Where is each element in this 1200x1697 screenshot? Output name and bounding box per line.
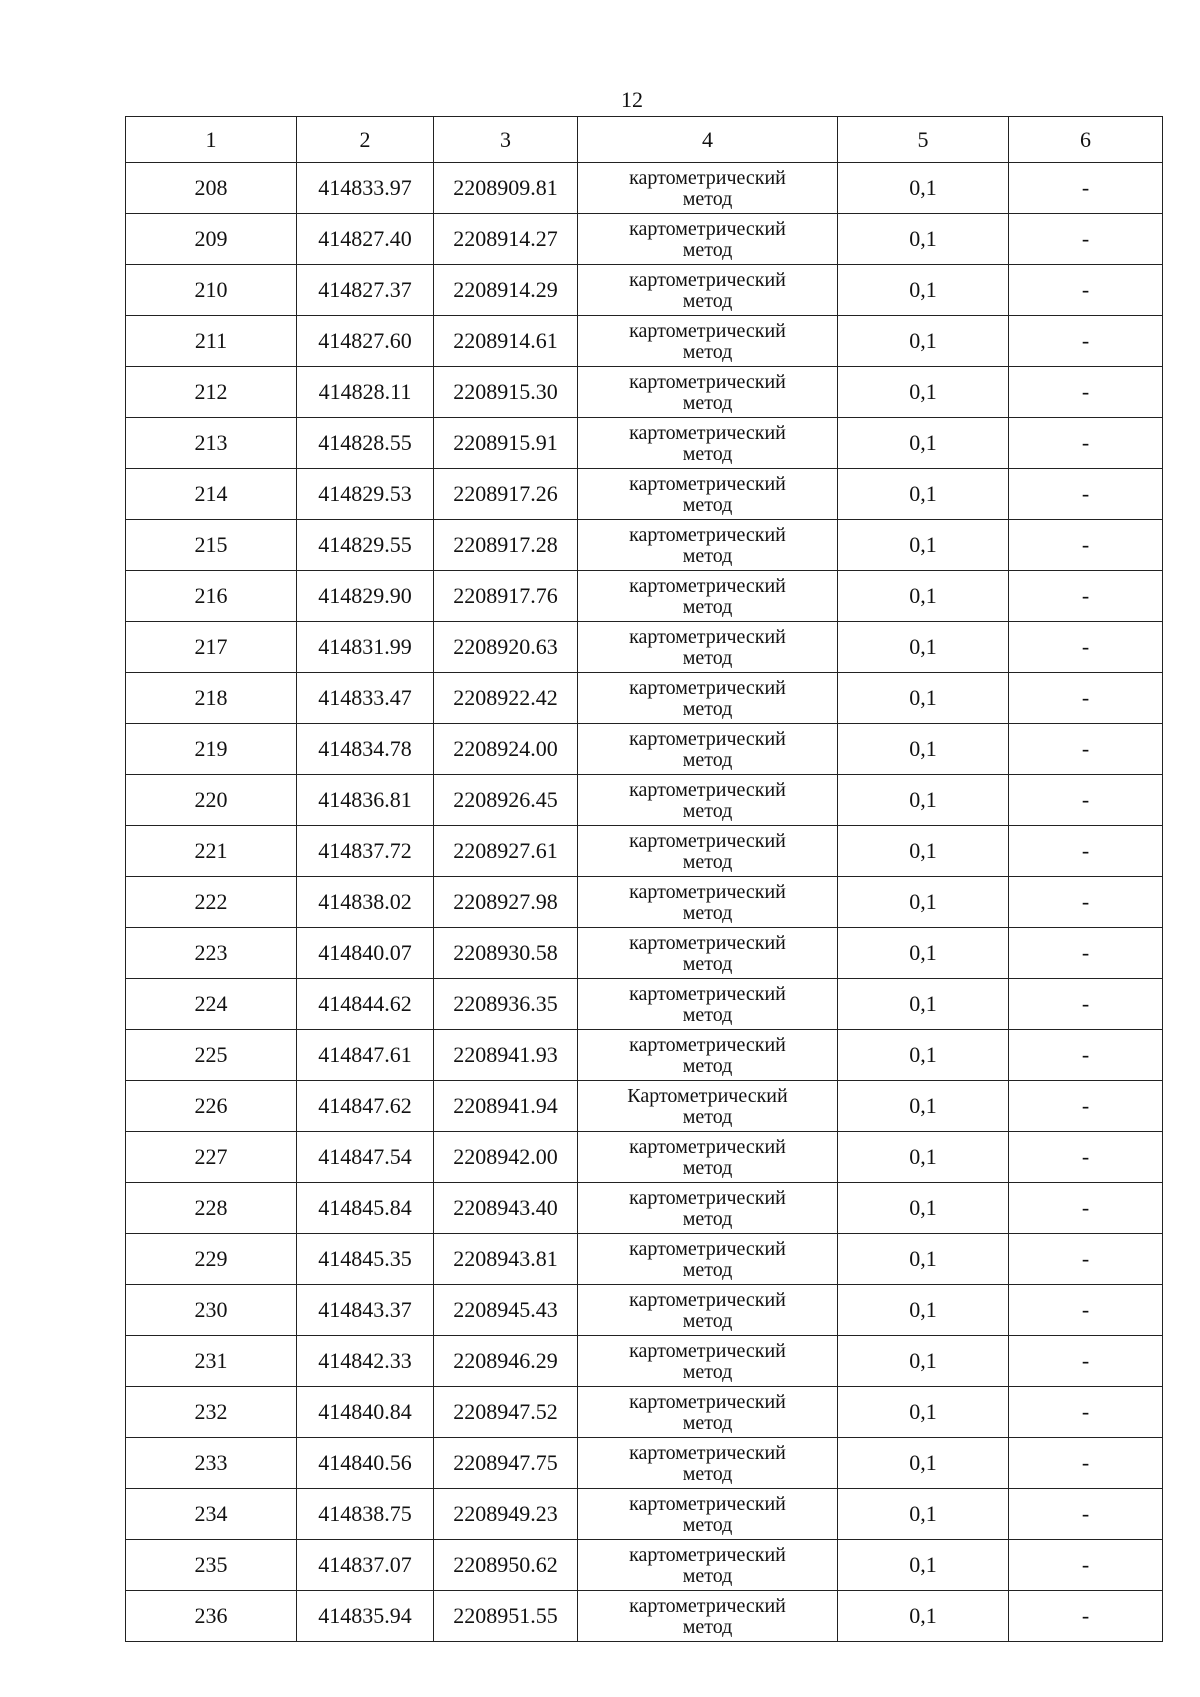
x-coordinate-cell: 414829.53 <box>297 469 434 520</box>
method-line-1: картометрический <box>629 1238 786 1260</box>
note-cell: - <box>1009 673 1163 724</box>
note-cell: - <box>1009 622 1163 673</box>
method-line-1: картометрический <box>629 269 786 291</box>
point-number-cell: 222 <box>126 877 297 928</box>
point-number-cell: 219 <box>126 724 297 775</box>
y-coordinate-cell: 2208914.29 <box>434 265 578 316</box>
accuracy-cell: 0,1 <box>838 622 1009 673</box>
method-line-2: метод <box>682 1616 733 1638</box>
table-row <box>126 1540 1163 1591</box>
table-row <box>126 520 1163 571</box>
point-number-cell: 218 <box>126 673 297 724</box>
method-cell <box>578 163 838 214</box>
y-coordinate-cell: 2208922.42 <box>434 673 578 724</box>
method-line-1: картометрический <box>629 626 786 648</box>
accuracy-cell: 0,1 <box>838 1489 1009 1540</box>
method-cell <box>578 928 838 979</box>
table-row <box>126 775 1163 826</box>
table-header-row <box>126 117 1163 163</box>
y-coordinate-cell: 2208914.27 <box>434 214 578 265</box>
accuracy-cell: 0,1 <box>838 826 1009 877</box>
point-number-cell: 220 <box>126 775 297 826</box>
x-coordinate-cell: 414827.37 <box>297 265 434 316</box>
column-header: 6 <box>1009 117 1163 163</box>
table-row <box>126 1081 1163 1132</box>
point-number-cell: 211 <box>126 316 297 367</box>
method-line-1: картометрический <box>629 1187 786 1209</box>
point-number-cell: 232 <box>126 1387 297 1438</box>
note-cell: - <box>1009 1438 1163 1489</box>
table-row <box>126 1591 1163 1642</box>
table-row <box>126 724 1163 775</box>
point-number-cell: 230 <box>126 1285 297 1336</box>
method-line-2: метод <box>682 239 733 261</box>
note-cell: - <box>1009 877 1163 928</box>
y-coordinate-cell: 2208914.61 <box>434 316 578 367</box>
note-cell: - <box>1009 571 1163 622</box>
table-row <box>126 826 1163 877</box>
y-coordinate-cell: 2208947.75 <box>434 1438 578 1489</box>
x-coordinate-cell: 414836.81 <box>297 775 434 826</box>
method-line-2: метод <box>682 1412 733 1434</box>
table-row <box>126 1030 1163 1081</box>
x-coordinate-cell: 414838.02 <box>297 877 434 928</box>
note-cell: - <box>1009 316 1163 367</box>
x-coordinate-cell: 414837.72 <box>297 826 434 877</box>
table-row <box>126 622 1163 673</box>
y-coordinate-cell: 2208946.29 <box>434 1336 578 1387</box>
column-header: 4 <box>578 117 838 163</box>
method-line-1: картометрический <box>629 1034 786 1056</box>
point-number-cell: 226 <box>126 1081 297 1132</box>
method-cell <box>578 1285 838 1336</box>
accuracy-cell: 0,1 <box>838 1540 1009 1591</box>
method-cell <box>578 367 838 418</box>
method-line-2: метод <box>682 494 733 516</box>
method-line-1: картометрический <box>629 677 786 699</box>
y-coordinate-cell: 2208930.58 <box>434 928 578 979</box>
x-coordinate-cell: 414844.62 <box>297 979 434 1030</box>
method-line-1: картометрический <box>629 779 786 801</box>
point-number-cell: 210 <box>126 265 297 316</box>
method-line-1: картометрический <box>629 1595 786 1617</box>
y-coordinate-cell: 2208917.28 <box>434 520 578 571</box>
table-row <box>126 316 1163 367</box>
x-coordinate-cell: 414827.60 <box>297 316 434 367</box>
x-coordinate-cell: 414831.99 <box>297 622 434 673</box>
note-cell: - <box>1009 214 1163 265</box>
method-line-1: Картометрический <box>627 1085 788 1107</box>
table-row <box>126 979 1163 1030</box>
method-line-1: картометрический <box>629 473 786 495</box>
point-number-cell: 223 <box>126 928 297 979</box>
method-line-1: картометрический <box>629 167 786 189</box>
y-coordinate-cell: 2208927.61 <box>434 826 578 877</box>
accuracy-cell: 0,1 <box>838 1336 1009 1387</box>
note-cell: - <box>1009 520 1163 571</box>
method-cell <box>578 469 838 520</box>
point-number-cell: 236 <box>126 1591 297 1642</box>
y-coordinate-cell: 2208909.81 <box>434 163 578 214</box>
method-line-2: метод <box>682 851 733 873</box>
x-coordinate-cell: 414847.61 <box>297 1030 434 1081</box>
y-coordinate-cell: 2208936.35 <box>434 979 578 1030</box>
method-cell <box>578 1336 838 1387</box>
y-coordinate-cell: 2208951.55 <box>434 1591 578 1642</box>
method-line-2: метод <box>682 392 733 414</box>
column-header: 1 <box>126 117 297 163</box>
accuracy-cell: 0,1 <box>838 367 1009 418</box>
method-cell <box>578 418 838 469</box>
accuracy-cell: 0,1 <box>838 163 1009 214</box>
method-line-2: метод <box>682 1055 733 1077</box>
method-cell <box>578 265 838 316</box>
method-line-2: метод <box>682 698 733 720</box>
point-number-cell: 221 <box>126 826 297 877</box>
accuracy-cell: 0,1 <box>838 1234 1009 1285</box>
point-number-cell: 214 <box>126 469 297 520</box>
column-header: 3 <box>434 117 578 163</box>
method-line-2: метод <box>682 188 733 210</box>
note-cell: - <box>1009 1489 1163 1540</box>
note-cell: - <box>1009 163 1163 214</box>
table-row <box>126 928 1163 979</box>
method-cell <box>578 1030 838 1081</box>
coordinates-table <box>125 116 1163 1642</box>
accuracy-cell: 0,1 <box>838 571 1009 622</box>
x-coordinate-cell: 414847.54 <box>297 1132 434 1183</box>
method-cell <box>578 826 838 877</box>
x-coordinate-cell: 414834.78 <box>297 724 434 775</box>
note-cell: - <box>1009 724 1163 775</box>
point-number-cell: 217 <box>126 622 297 673</box>
method-cell <box>578 214 838 265</box>
method-line-2: метод <box>682 1514 733 1536</box>
note-cell: - <box>1009 1336 1163 1387</box>
method-line-2: метод <box>682 1208 733 1230</box>
point-number-cell: 224 <box>126 979 297 1030</box>
note-cell: - <box>1009 979 1163 1030</box>
method-line-1: картометрический <box>629 1136 786 1158</box>
method-line-1: картометрический <box>629 1493 786 1515</box>
method-line-1: картометрический <box>629 320 786 342</box>
method-line-1: картометрический <box>629 218 786 240</box>
accuracy-cell: 0,1 <box>838 1285 1009 1336</box>
table-row <box>126 877 1163 928</box>
x-coordinate-cell: 414838.75 <box>297 1489 434 1540</box>
method-line-2: метод <box>682 1004 733 1026</box>
point-number-cell: 225 <box>126 1030 297 1081</box>
x-coordinate-cell: 414829.90 <box>297 571 434 622</box>
point-number-cell: 233 <box>126 1438 297 1489</box>
point-number-cell: 212 <box>126 367 297 418</box>
method-cell <box>578 520 838 571</box>
x-coordinate-cell: 414833.47 <box>297 673 434 724</box>
method-line-2: метод <box>682 1565 733 1587</box>
note-cell: - <box>1009 1285 1163 1336</box>
y-coordinate-cell: 2208945.43 <box>434 1285 578 1336</box>
method-line-2: метод <box>682 749 733 771</box>
point-number-cell: 216 <box>126 571 297 622</box>
method-line-1: картометрический <box>629 1442 786 1464</box>
method-line-1: картометрический <box>629 1289 786 1311</box>
y-coordinate-cell: 2208920.63 <box>434 622 578 673</box>
accuracy-cell: 0,1 <box>838 1387 1009 1438</box>
point-number-cell: 235 <box>126 1540 297 1591</box>
y-coordinate-cell: 2208950.62 <box>434 1540 578 1591</box>
method-line-2: метод <box>682 800 733 822</box>
note-cell: - <box>1009 1030 1163 1081</box>
method-cell <box>578 1387 838 1438</box>
method-line-1: картометрический <box>629 830 786 852</box>
method-line-1: картометрический <box>629 1340 786 1362</box>
note-cell: - <box>1009 265 1163 316</box>
method-line-1: картометрический <box>629 1544 786 1566</box>
y-coordinate-cell: 2208941.93 <box>434 1030 578 1081</box>
y-coordinate-cell: 2208941.94 <box>434 1081 578 1132</box>
table-row <box>126 418 1163 469</box>
note-cell: - <box>1009 418 1163 469</box>
method-line-2: метод <box>682 545 733 567</box>
note-cell: - <box>1009 928 1163 979</box>
method-cell <box>578 571 838 622</box>
y-coordinate-cell: 2208917.26 <box>434 469 578 520</box>
point-number-cell: 213 <box>126 418 297 469</box>
page-number: 12 <box>621 87 643 112</box>
x-coordinate-cell: 414828.55 <box>297 418 434 469</box>
method-cell <box>578 1183 838 1234</box>
method-cell <box>578 1489 838 1540</box>
note-cell: - <box>1009 775 1163 826</box>
note-cell: - <box>1009 367 1163 418</box>
accuracy-cell: 0,1 <box>838 877 1009 928</box>
method-line-1: картометрический <box>629 932 786 954</box>
accuracy-cell: 0,1 <box>838 316 1009 367</box>
accuracy-cell: 0,1 <box>838 979 1009 1030</box>
table-row <box>126 214 1163 265</box>
accuracy-cell: 0,1 <box>838 1183 1009 1234</box>
y-coordinate-cell: 2208915.30 <box>434 367 578 418</box>
table-row <box>126 1132 1163 1183</box>
y-coordinate-cell: 2208943.81 <box>434 1234 578 1285</box>
y-coordinate-cell: 2208926.45 <box>434 775 578 826</box>
accuracy-cell: 0,1 <box>838 724 1009 775</box>
note-cell: - <box>1009 1081 1163 1132</box>
point-number-cell: 215 <box>126 520 297 571</box>
method-line-2: метод <box>682 902 733 924</box>
table-row <box>126 265 1163 316</box>
x-coordinate-cell: 414835.94 <box>297 1591 434 1642</box>
point-number-cell: 208 <box>126 163 297 214</box>
accuracy-cell: 0,1 <box>838 214 1009 265</box>
accuracy-cell: 0,1 <box>838 1030 1009 1081</box>
accuracy-cell: 0,1 <box>838 775 1009 826</box>
y-coordinate-cell: 2208942.00 <box>434 1132 578 1183</box>
note-cell: - <box>1009 1387 1163 1438</box>
x-coordinate-cell: 414843.37 <box>297 1285 434 1336</box>
table-row <box>126 1183 1163 1234</box>
point-number-cell: 209 <box>126 214 297 265</box>
accuracy-cell: 0,1 <box>838 1591 1009 1642</box>
column-header: 5 <box>838 117 1009 163</box>
x-coordinate-cell: 414828.11 <box>297 367 434 418</box>
table-row <box>126 367 1163 418</box>
x-coordinate-cell: 414833.97 <box>297 163 434 214</box>
x-coordinate-cell: 414842.33 <box>297 1336 434 1387</box>
method-cell <box>578 724 838 775</box>
note-cell: - <box>1009 1540 1163 1591</box>
method-cell <box>578 979 838 1030</box>
y-coordinate-cell: 2208949.23 <box>434 1489 578 1540</box>
x-coordinate-cell: 414840.84 <box>297 1387 434 1438</box>
y-coordinate-cell: 2208947.52 <box>434 1387 578 1438</box>
method-line-1: картометрический <box>629 422 786 444</box>
table-row <box>126 1234 1163 1285</box>
method-line-1: картометрический <box>629 1391 786 1413</box>
point-number-cell: 228 <box>126 1183 297 1234</box>
method-line-2: метод <box>682 647 733 669</box>
method-cell <box>578 1132 838 1183</box>
table-row <box>126 1285 1163 1336</box>
accuracy-cell: 0,1 <box>838 1081 1009 1132</box>
table-row <box>126 163 1163 214</box>
method-cell <box>578 316 838 367</box>
accuracy-cell: 0,1 <box>838 265 1009 316</box>
y-coordinate-cell: 2208915.91 <box>434 418 578 469</box>
method-line-2: метод <box>682 953 733 975</box>
table-row <box>126 1387 1163 1438</box>
method-cell <box>578 1591 838 1642</box>
method-line-1: картометрический <box>629 575 786 597</box>
method-line-1: картометрический <box>629 371 786 393</box>
method-line-2: метод <box>682 596 733 618</box>
x-coordinate-cell: 414840.56 <box>297 1438 434 1489</box>
method-line-2: метод <box>682 1259 733 1281</box>
accuracy-cell: 0,1 <box>838 673 1009 724</box>
point-number-cell: 231 <box>126 1336 297 1387</box>
method-line-1: картометрический <box>629 881 786 903</box>
method-line-2: метод <box>682 290 733 312</box>
table-row <box>126 571 1163 622</box>
x-coordinate-cell: 414845.84 <box>297 1183 434 1234</box>
method-line-1: картометрический <box>629 524 786 546</box>
table-row <box>126 469 1163 520</box>
method-cell <box>578 1438 838 1489</box>
method-cell <box>578 622 838 673</box>
accuracy-cell: 0,1 <box>838 520 1009 571</box>
table-row <box>126 673 1163 724</box>
method-line-2: метод <box>682 1106 733 1128</box>
method-cell <box>578 775 838 826</box>
table-row <box>126 1438 1163 1489</box>
accuracy-cell: 0,1 <box>838 1132 1009 1183</box>
method-cell <box>578 877 838 928</box>
x-coordinate-cell: 414845.35 <box>297 1234 434 1285</box>
accuracy-cell: 0,1 <box>838 928 1009 979</box>
accuracy-cell: 0,1 <box>838 1438 1009 1489</box>
method-line-2: метод <box>682 341 733 363</box>
table-body <box>126 163 1163 1642</box>
point-number-cell: 229 <box>126 1234 297 1285</box>
method-line-2: метод <box>682 1463 733 1485</box>
y-coordinate-cell: 2208924.00 <box>434 724 578 775</box>
x-coordinate-cell: 414837.07 <box>297 1540 434 1591</box>
method-line-2: метод <box>682 1310 733 1332</box>
table-row <box>126 1336 1163 1387</box>
table-row <box>126 1489 1163 1540</box>
method-line-1: картометрический <box>629 728 786 750</box>
x-coordinate-cell: 414829.55 <box>297 520 434 571</box>
point-number-cell: 227 <box>126 1132 297 1183</box>
method-line-2: метод <box>682 1157 733 1179</box>
note-cell: - <box>1009 1234 1163 1285</box>
method-line-2: метод <box>682 1361 733 1383</box>
method-cell <box>578 1540 838 1591</box>
method-line-1: картометрический <box>629 983 786 1005</box>
method-line-2: метод <box>682 443 733 465</box>
note-cell: - <box>1009 469 1163 520</box>
accuracy-cell: 0,1 <box>838 418 1009 469</box>
accuracy-cell: 0,1 <box>838 469 1009 520</box>
note-cell: - <box>1009 826 1163 877</box>
method-cell <box>578 673 838 724</box>
x-coordinate-cell: 414840.07 <box>297 928 434 979</box>
note-cell: - <box>1009 1591 1163 1642</box>
point-number-cell: 234 <box>126 1489 297 1540</box>
column-header: 2 <box>297 117 434 163</box>
y-coordinate-cell: 2208943.40 <box>434 1183 578 1234</box>
note-cell: - <box>1009 1132 1163 1183</box>
method-cell <box>578 1234 838 1285</box>
x-coordinate-cell: 414847.62 <box>297 1081 434 1132</box>
note-cell: - <box>1009 1183 1163 1234</box>
y-coordinate-cell: 2208927.98 <box>434 877 578 928</box>
y-coordinate-cell: 2208917.76 <box>434 571 578 622</box>
method-cell <box>578 1081 838 1132</box>
x-coordinate-cell: 414827.40 <box>297 214 434 265</box>
